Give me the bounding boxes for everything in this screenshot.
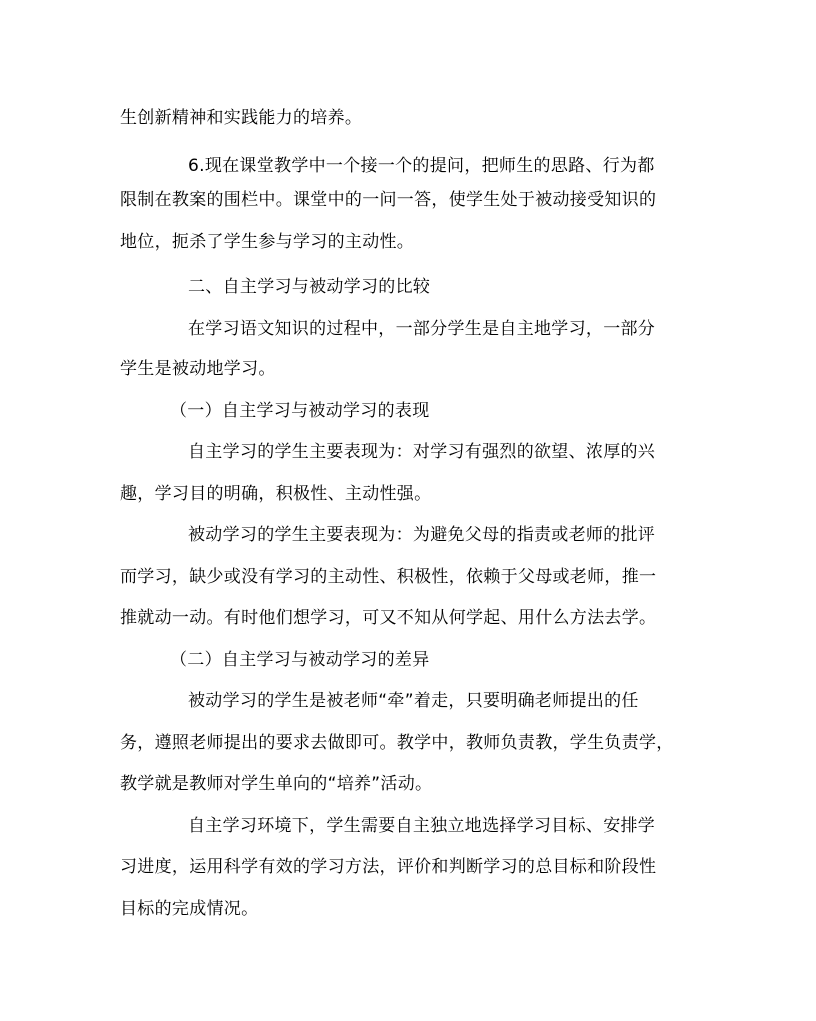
section-heading: 二、自主学习与被动学习的比较 — [188, 277, 431, 297]
text-line: 教学就是教师对学生单向的“培养”活动。 — [120, 774, 433, 794]
text-line: 学生是被动地学习。 — [120, 359, 276, 379]
text-line: 而学习，缺少或没有学习的主动性、积极性，依赖于父母或老师，推一 — [120, 567, 657, 587]
text-line: 务，遵照老师提出的要求去做即可。教学中，教师负责教，学生负责学， — [120, 733, 674, 753]
text-line: 习进度，运用科学有效的学习方法，评价和判断学习的总目标和阶段性 — [120, 857, 657, 877]
text-line: 生创新精神和实践能力的培养。 — [120, 108, 363, 128]
text-line: 在学习语文知识的过程中，一部分学生是自主地学习，一部分 — [188, 319, 656, 339]
text-line: 目标的完成情况。 — [120, 899, 259, 919]
text-line: 自主学习环境下，学生需要自主独立地选择学习目标、安排学 — [188, 816, 656, 836]
subsection-heading: （二）自主学习与被动学习的差异 — [170, 650, 430, 670]
text-line: 被动学习的学生是被老师“牵”着走，只要明确老师提出的任 — [188, 691, 639, 711]
subsection-heading: （一）自主学习与被动学习的表现 — [170, 401, 430, 421]
text-line: 推就动一动。有时他们想学习，可又不知从何学起、用什么方法去学。 — [120, 608, 657, 628]
text-line: 限制在教案的围栏中。课堂中的一问一答，使学生处于被动接受知识的 — [120, 190, 657, 210]
text-line: 6.现在课堂教学中一个接一个的提问，把师生的思路、行为都 — [188, 156, 655, 176]
text-line: 趣，学习目的明确，积极性、主动性强。 — [120, 484, 432, 504]
text-line: 地位，扼杀了学生参与学习的主动性。 — [120, 232, 415, 252]
text-line: 自主学习的学生主要表现为：对学习有强烈的欲望、浓厚的兴 — [188, 442, 656, 462]
text-line: 被动学习的学生主要表现为：为避免父母的指责或老师的批评 — [188, 525, 656, 545]
